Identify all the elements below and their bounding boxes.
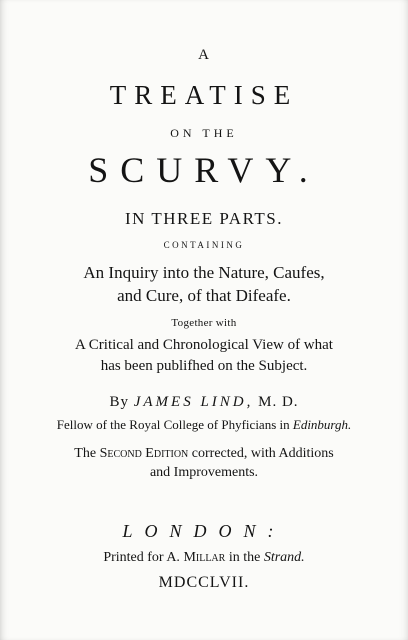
fellowship-line <box>0 418 408 431</box>
edition-the: The <box>74 446 97 461</box>
title-on-the: ON THE <box>170 126 238 140</box>
printed-for: Printed for A. <box>103 550 180 565</box>
edition-line-2: and Improvements. <box>149 465 259 480</box>
edition-rest: corrected, with Additions <box>191 446 334 461</box>
critical-view-line-2: has been publifhed on the Subject. <box>100 358 308 374</box>
inquiry-line-2: and Cure, of that Difeafe. <box>117 286 291 305</box>
imprint-city: LONDON: <box>122 521 286 541</box>
imprint-printer-line <box>0 551 408 565</box>
edition-line-1 <box>0 447 408 461</box>
imprint-year: MDCCLVII. <box>158 574 250 591</box>
title-article: A <box>198 47 210 63</box>
imprint-street: Strand. <box>263 550 305 565</box>
fellowship-city: Edinburgh. <box>292 417 352 432</box>
critical-view-line-1: A Critical and Chronological View of what <box>75 337 333 353</box>
inquiry-line-1: An Inquiry into the Nature, Caufes, <box>83 263 325 282</box>
by-word: By <box>109 394 129 410</box>
fellowship-text: Fellow of the Royal College of Phyficians in <box>56 417 290 432</box>
title-subject: SCURVY. <box>88 150 320 190</box>
containing-line: CONTAINING <box>163 240 245 250</box>
edition-name: Second Edition <box>99 446 189 461</box>
author-degree: M. D. <box>258 394 299 410</box>
title-treatise: TREATISE <box>109 80 299 110</box>
author-line <box>0 395 408 410</box>
printed-mid: in the <box>228 550 261 565</box>
author-name: JAMES LIND, <box>133 394 254 410</box>
printer-name: Millar <box>183 550 226 565</box>
three-parts-line: IN THREE PARTS. <box>125 209 283 228</box>
together-with-line: Together with <box>171 317 237 329</box>
